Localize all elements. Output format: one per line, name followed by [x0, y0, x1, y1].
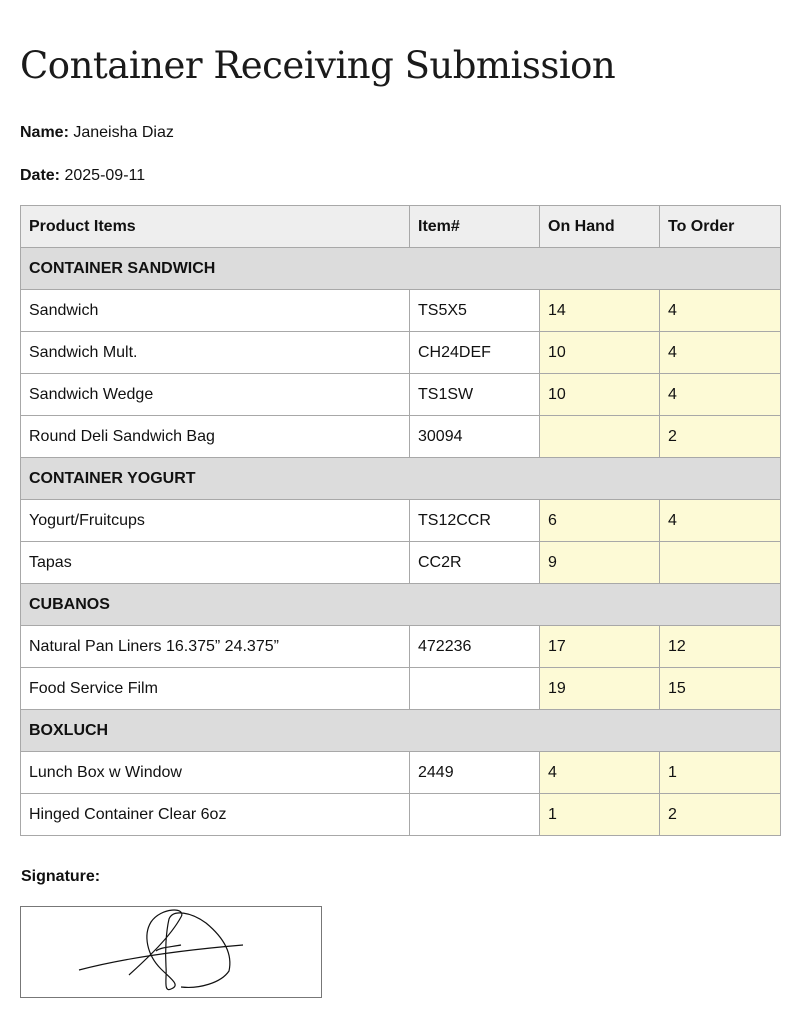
section-row	[21, 584, 781, 626]
to-order-cell: 4	[660, 500, 781, 542]
to-order-cell: 1	[660, 752, 781, 794]
product-item-cell: Food Service Film	[21, 668, 410, 710]
product-item-cell: Lunch Box w Window	[21, 752, 410, 794]
section-row	[21, 458, 781, 500]
on-hand-cell	[540, 416, 660, 458]
on-hand-cell: 19	[540, 668, 660, 710]
table-header-row	[21, 206, 781, 248]
date-label: Date:	[20, 167, 61, 184]
col-header-item-number: Item#	[410, 206, 540, 248]
item-number-cell: TS12CCR	[410, 500, 540, 542]
on-hand-cell: 10	[540, 332, 660, 374]
table-row	[21, 290, 781, 332]
to-order-cell	[660, 542, 781, 584]
item-number-cell	[410, 794, 540, 836]
on-hand-cell: 1	[540, 794, 660, 836]
section-title: CONTAINER YOGURT	[21, 458, 781, 500]
on-hand-cell: 9	[540, 542, 660, 584]
section-title: CONTAINER SANDWICH	[21, 248, 781, 290]
table-row	[21, 416, 781, 458]
table-row	[21, 752, 781, 794]
on-hand-cell: 10	[540, 374, 660, 416]
to-order-cell: 15	[660, 668, 781, 710]
to-order-cell: 4	[660, 332, 781, 374]
date-value: 2025-09-11	[64, 167, 146, 184]
section-row	[21, 710, 781, 752]
table-row	[21, 500, 781, 542]
date-field	[20, 167, 145, 185]
table-row	[21, 794, 781, 836]
to-order-cell: 2	[660, 416, 781, 458]
to-order-cell: 12	[660, 626, 781, 668]
on-hand-cell: 17	[540, 626, 660, 668]
receiving-table	[20, 205, 781, 836]
table-row	[21, 668, 781, 710]
on-hand-cell: 6	[540, 500, 660, 542]
product-item-cell: Round Deli Sandwich Bag	[21, 416, 410, 458]
item-number-cell: 2449	[410, 752, 540, 794]
section-title: CUBANOS	[21, 584, 781, 626]
signature-box	[20, 906, 322, 998]
table-row	[21, 332, 781, 374]
item-number-cell	[410, 668, 540, 710]
name-value: Janeisha Diaz	[73, 124, 174, 141]
name-field	[20, 124, 174, 142]
on-hand-cell: 14	[540, 290, 660, 332]
item-number-cell: 472236	[410, 626, 540, 668]
item-number-cell: 30094	[410, 416, 540, 458]
item-number-cell: TS1SW	[410, 374, 540, 416]
product-item-cell: Yogurt/Fruitcups	[21, 500, 410, 542]
product-item-cell: Sandwich	[21, 290, 410, 332]
signature-label: Signature:	[21, 868, 101, 885]
product-item-cell: Tapas	[21, 542, 410, 584]
section-row	[21, 248, 781, 290]
on-hand-cell: 4	[540, 752, 660, 794]
item-number-cell: CC2R	[410, 542, 540, 584]
table-row	[21, 374, 781, 416]
name-label: Name:	[20, 124, 69, 141]
item-number-cell: CH24DEF	[410, 332, 540, 374]
page-title: Container Receiving Submission	[20, 44, 616, 87]
product-item-cell: Sandwich Wedge	[21, 374, 410, 416]
table-row	[21, 626, 781, 668]
section-title: BOXLUCH	[21, 710, 781, 752]
item-number-cell: TS5X5	[410, 290, 540, 332]
signature-drawing	[21, 907, 321, 997]
to-order-cell: 4	[660, 290, 781, 332]
to-order-cell: 2	[660, 794, 781, 836]
product-item-cell: Sandwich Mult.	[21, 332, 410, 374]
product-item-cell: Natural Pan Liners 16.375” 24.375”	[21, 626, 410, 668]
table-row	[21, 542, 781, 584]
product-item-cell: Hinged Container Clear 6oz	[21, 794, 410, 836]
col-header-to-order: To Order	[660, 206, 781, 248]
col-header-product-items: Product Items	[21, 206, 410, 248]
to-order-cell: 4	[660, 374, 781, 416]
col-header-on-hand: On Hand	[540, 206, 660, 248]
